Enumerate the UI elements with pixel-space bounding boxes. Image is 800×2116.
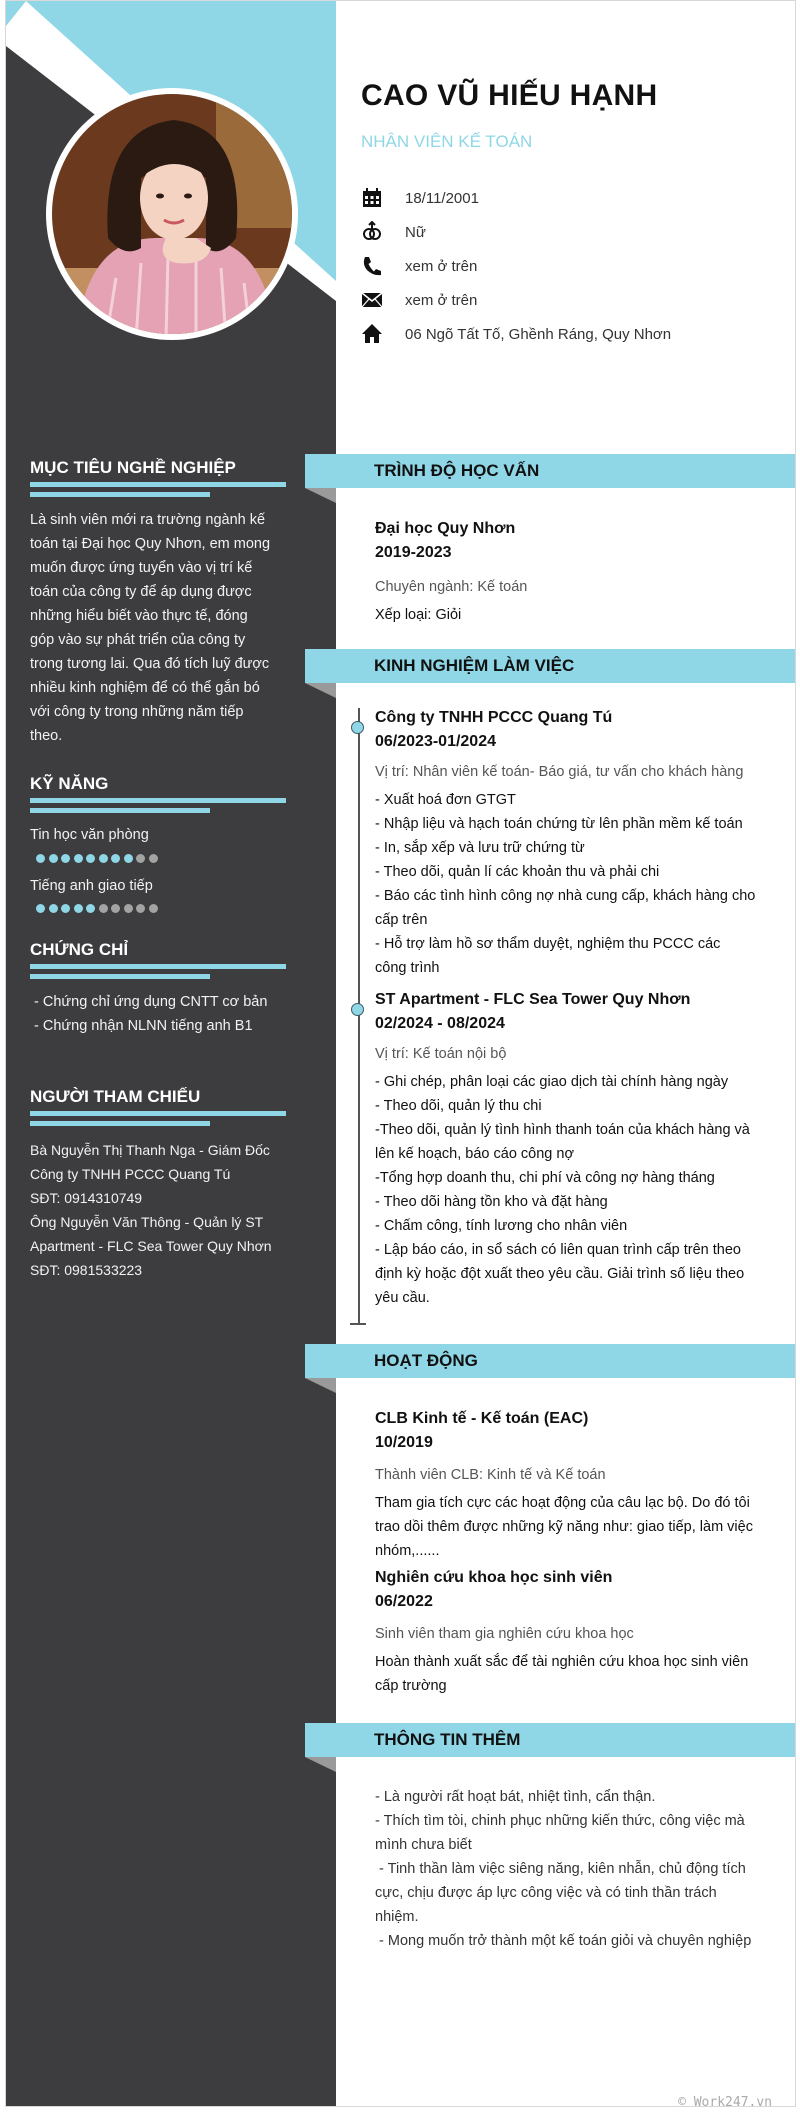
rating-dot-empty: [136, 904, 145, 913]
band-fold: [305, 1757, 336, 1772]
rating-dot-empty: [111, 904, 120, 913]
skills-title: KỸ NĂNG: [30, 774, 109, 793]
objective-title: MỤC TIÊU NGHỀ NGHIỆP: [30, 458, 236, 477]
job-entry-2: ST Apartment - FLC Sea Tower Quy Nhơn 02/2024 - 08/2024 Vị trí: Kế toán nội bộ - Ghi chép, phân loại các giao dịch tài chính hàng ngày - Theo dõi, quản lý thu chi -Theo dõi, quản lý tình hình thanh toán của khách hàng và lên kế hoạch, báo cáo công nợ -Tổng hợp doanh thu, chi phí và công nợ hàng tháng - Theo dõi hàng tồn kho và đặt hàng - Chấm công, tính lương cho nhân viên - Lập báo cáo, in sổ sách có liên quan trình cấp trên theo định kỳ hoặc đột xuất theo yêu cầu. Giải trình số liệu theo yêu cầu.: [375, 988, 775, 1310]
phone-text: xem ở trên: [405, 258, 478, 275]
rating-dot-filled: [49, 854, 58, 863]
rating-dot-filled: [86, 904, 95, 913]
email-text: xem ở trên: [405, 292, 478, 309]
job-period: 02/2024 - 08/2024: [375, 1015, 505, 1032]
references-underline: [30, 1111, 286, 1116]
band-fold: [305, 683, 336, 698]
email-icon: [361, 289, 383, 311]
skill-label-office: Tin học văn phòng: [30, 827, 149, 843]
references-underline-short: [30, 1121, 210, 1126]
birthday-text: 18/11/2001: [405, 190, 479, 207]
phone-icon: [361, 255, 383, 277]
certificates-list: [30, 990, 288, 1038]
timeline-dot: [351, 721, 364, 734]
rating-dot-empty: [99, 904, 108, 913]
job-entry-1: Công ty TNHH PCCC Quang Tú 06/2023-01/2024 Vị trí: Nhân viên kế toán- Báo giá, tư vấn cho khách hàng - Xuất hoá đơn GTGT - Nhập liệu và hạch toán chứng từ lên phần mềm kế toán - In, sắp xếp và lưu trữ chứng từ - Theo dõi, quản lí các khoản thu và phải chi - Báo các tình hình công nợ nhà cung cấp, khách hàng cho cấp trên - Hỗ trợ làm hồ sơ thẩm duyệt, nghiệm thu PCCC các công trình: [375, 706, 775, 980]
job-position: Vị trí: Nhân viên kế toán- Báo giá, tư vấn cho khách hàng: [375, 764, 744, 780]
activities-title: HOẠT ĐỘNG: [374, 1351, 478, 1370]
skills-underline: [30, 798, 286, 803]
activity-entry-1: CLB Kinh tế - Kế toán (EAC) 10/2019 Thành viên CLB: Kinh tế và Kế toán Tham gia tích cực các hoạt động của câu lạc bộ. Do đó tôi trao dồi thêm được những kỹ năng như: giao tiếp, làm việc nhóm,......: [375, 1407, 775, 1563]
skills-underline-short: [30, 808, 210, 813]
school-name: Đại học Quy Nhơn: [375, 520, 516, 537]
skill-label-english: Tiếng anh giao tiếp: [30, 878, 153, 894]
rating-dot-filled: [99, 854, 108, 863]
rating-dot-filled: [74, 854, 83, 863]
education-entry: [375, 517, 775, 627]
band-fold: [305, 488, 336, 503]
job-position: Vị trí: Kế toán nội bộ: [375, 1046, 507, 1062]
certificates-title: CHỨNG CHỈ: [30, 940, 129, 959]
activity-name: Nghiên cứu khoa học sinh viên: [375, 1569, 613, 1586]
address-text: 06 Ngõ Tất Tố, Ghềnh Ráng, Quy Nhơn: [405, 326, 672, 343]
job-company: Công ty TNHH PCCC Quang Tú: [375, 709, 613, 726]
job-period: 06/2023-01/2024: [375, 733, 496, 750]
objective-underline-short: [30, 492, 210, 497]
cv-page: [5, 0, 796, 2107]
certificates-underline: [30, 964, 286, 969]
certificates-underline-short: [30, 974, 210, 979]
timeline-end: [350, 1323, 366, 1325]
education-grade: Xếp loại: Giỏi: [375, 607, 462, 623]
extra-text: - Là người rất hoạt bát, nhiệt tình, cẩn thận. - Thích tìm tòi, chinh phục những kiến thức, công việc mà mình chưa biết - Tinh thần làm việc siêng năng, kiên nhẫn, chủ động tích cực, chịu được áp lực công việc và có tinh thần trách nhiệm. - Mong muốn trở thành một kế toán giỏi và chuyên nghiệp: [375, 1789, 752, 1949]
activity-entry-2: Nghiên cứu khoa học sinh viên 06/2022 Sinh viên tham gia nghiên cứu khoa học Hoàn thành xuất sắc để tài nghiên cứu khoa học sinh viên cấp trường: [375, 1566, 775, 1698]
job-company: ST Apartment - FLC Sea Tower Quy Nhơn: [375, 991, 691, 1008]
rating-dot-filled: [86, 854, 95, 863]
experience-title: KINH NGHIỆM LÀM VIỆC: [374, 656, 575, 675]
references-text: Bà Nguyễn Thị Thanh Nga - Giám Đốc Công ty TNHH PCCC Quang Tú SĐT: 0914310749 Ông Nguyễn Văn Thông - Quản lý ST Apartment - FLC Sea Tower Quy Nhơn SĐT: 0981533223: [30, 1142, 272, 1278]
activity-role: Sinh viên tham gia nghiên cứu khoa học: [375, 1626, 634, 1642]
band-fold: [305, 1378, 336, 1393]
objective-text: Là sinh viên mới ra trường ngành kế toán tại Đại học Quy Nhơn, em mong muốn được ứng tuyển vào vị trí kế toán của công ty để áp dụng được những hiểu biết vào thực tế, đóng góp vào sự phát triển của công ty trong tương lai. Qua đó tích luỹ được nhiều kinh nghiệm để có thể gắn bó với công ty trong những năm tiếp theo.: [30, 512, 271, 744]
certificate-item: - Chứng nhận NLNN tiếng anh B1: [30, 1018, 253, 1034]
rating-dot-empty: [124, 904, 133, 913]
education-major: Chuyên ngành: Kế toán: [375, 579, 528, 595]
rating-dot-filled: [49, 904, 58, 913]
gender-text: Nữ: [405, 224, 426, 241]
home-icon: [361, 323, 383, 345]
activity-role: Thành viên CLB: Kinh tế và Kế toán: [375, 1467, 606, 1483]
activity-period: 10/2019: [375, 1434, 433, 1451]
candidate-name: CAO VŨ HIẾU HẠNH: [361, 79, 658, 112]
rating-dot-filled: [61, 904, 70, 913]
watermark: © Work247.vn: [678, 2095, 772, 2110]
activity-period: 06/2022: [375, 1593, 433, 1610]
calendar-icon: [361, 187, 383, 209]
rating-dot-empty: [149, 904, 158, 913]
objective-underline: [30, 482, 286, 487]
profile-photo: [46, 88, 298, 340]
extra-title: THÔNG TIN THÊM: [374, 1730, 521, 1749]
rating-dot-filled: [36, 904, 45, 913]
rating-dot-filled: [111, 854, 120, 863]
rating-dot-empty: [136, 854, 145, 863]
gender-icon: [361, 221, 383, 243]
rating-dot-filled: [61, 854, 70, 863]
rating-dot-filled: [74, 904, 83, 913]
rating-dot-empty: [149, 854, 158, 863]
activity-name: CLB Kinh tế - Kế toán (EAC): [375, 1410, 589, 1427]
education-title: TRÌNH ĐỘ HỌC VẤN: [374, 461, 540, 480]
certificate-item: - Chứng chỉ ứng dụng CNTT cơ bản: [30, 994, 268, 1010]
education-period: 2019-2023: [375, 544, 452, 561]
rating-dot-filled: [36, 854, 45, 863]
timeline-dot: [351, 1003, 364, 1016]
references-title: NGƯỜI THAM CHIẾU: [30, 1087, 201, 1106]
rating-dot-filled: [124, 854, 133, 863]
job-title: NHÂN VIÊN KẾ TOÁN: [361, 132, 533, 151]
